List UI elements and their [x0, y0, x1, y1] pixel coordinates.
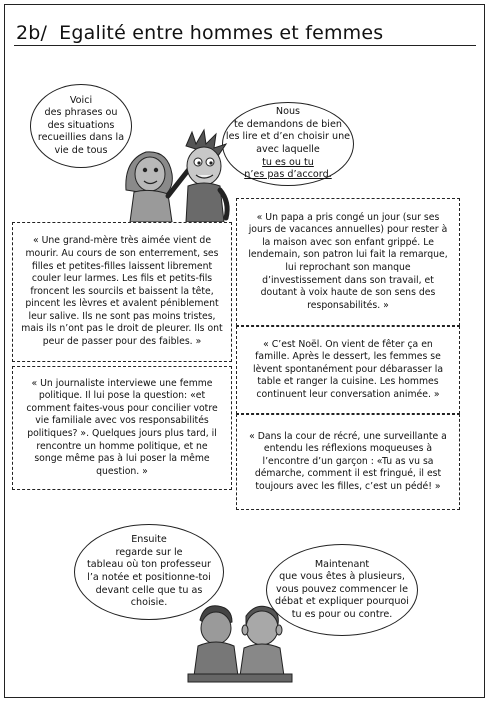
underlined-text: tu es ou tu: [262, 156, 314, 168]
bubble-line: vie de tous: [54, 144, 108, 156]
bubble-line: vous pouvez commencer le: [276, 583, 408, 595]
bubble-line: que vous êtes à plusieurs,: [279, 571, 405, 583]
cartoon-children-illustration: [116, 130, 236, 222]
bubble-line: tableau où ton professeur: [87, 559, 211, 571]
bubble-line: des phrases ou: [44, 107, 118, 119]
bubble-line: Voici: [69, 94, 93, 106]
situation-text: « C’est Noël. On vient de fêter ça en famille. Après le dessert, les femmes se lèvent spontanément pour débarasser la table et ranger la cuisine. Les hommes continuent leur conversation animée. »: [252, 338, 444, 400]
title-underline: [14, 45, 476, 46]
instruction-speech-bubble: [222, 102, 354, 186]
bubble-line: débat et expliquer pourquoi: [275, 596, 409, 608]
situation-text: « Dans la cour de récré, une surveillante a entendu les réflexions moqueuses à l’encontre d’un garçon : «Tu as vu sa démarche, comment il est fringué, il est toujours avec les filles, c’est un pédé! »: [249, 430, 447, 492]
situation-text: « Une grand-mère très aimée vient de mourir. Au cours de son enterrement, ses filles et petites-filles laissent librement couler leur larmes. Les fils et petits-fils froncent les sourcils et baissent la tête, pincent les lèvres et avalent péniblement leur salive. Ils ne sont pas moins tristes, mais ils n’ont pas le droit de pleurer. Ils ont peur de passer pour des faibles. »: [21, 235, 223, 348]
bubble-line: choisie.: [130, 597, 168, 609]
bubble-line: Ensuite: [131, 534, 167, 546]
bubble-line: regarde sur le: [115, 546, 183, 558]
situation-card-noel[interactable]: [236, 326, 460, 414]
seated-children-illustration: [186, 600, 296, 686]
situation-card-journaliste[interactable]: [12, 366, 232, 490]
situation-card-papa[interactable]: [236, 198, 460, 326]
bubble-line: des situations: [47, 119, 115, 131]
bubble-text: avec laquelle: [256, 144, 320, 155]
bubble-line: l’a notée et positionne-toi: [87, 572, 211, 583]
situation-text: « Un journaliste interviewe une femme politique. Il lui pose la question: «et comment faites-vous pour concilier votre vie familiale avec vos responsabilités politiques? ». Quelques jours plus tard, il rencontre un homme politique, et ne songe même pas à lui poser la même question. »: [26, 377, 218, 477]
situation-card-recre[interactable]: [236, 414, 460, 510]
page-title: [16, 22, 383, 44]
bubble-line: te demandons de bien: [234, 118, 342, 130]
bubble-line: recueillies dans la: [37, 132, 125, 144]
title-text: Egalité entre hommes et femmes: [59, 22, 384, 44]
bubble-line: Nous: [275, 106, 301, 118]
underlined-text: n’es pas d’accord.: [244, 169, 332, 181]
situation-text: « Un papa a pris congé un jour (sur ses jours de vacances annuelles) pour rester à la maison avec son enfant grippé. Le lendemain, son patron lui fait la remarque, lui reprochant son manque d’investissement dans son travail, et doutant à voix haute de son sens des responsabilités. »: [248, 211, 448, 311]
bubble-line: Maintenant: [314, 558, 370, 570]
bubble-line: les lire et d’en choisir une: [225, 131, 351, 143]
bubble-line: tu es pour ou contre.: [291, 608, 393, 620]
bubble-line: [226, 144, 350, 169]
bubble-line: devant celle que tu as: [95, 584, 203, 596]
situation-card-grand-mere[interactable]: [12, 222, 232, 362]
section-number: 2b/: [16, 22, 48, 44]
